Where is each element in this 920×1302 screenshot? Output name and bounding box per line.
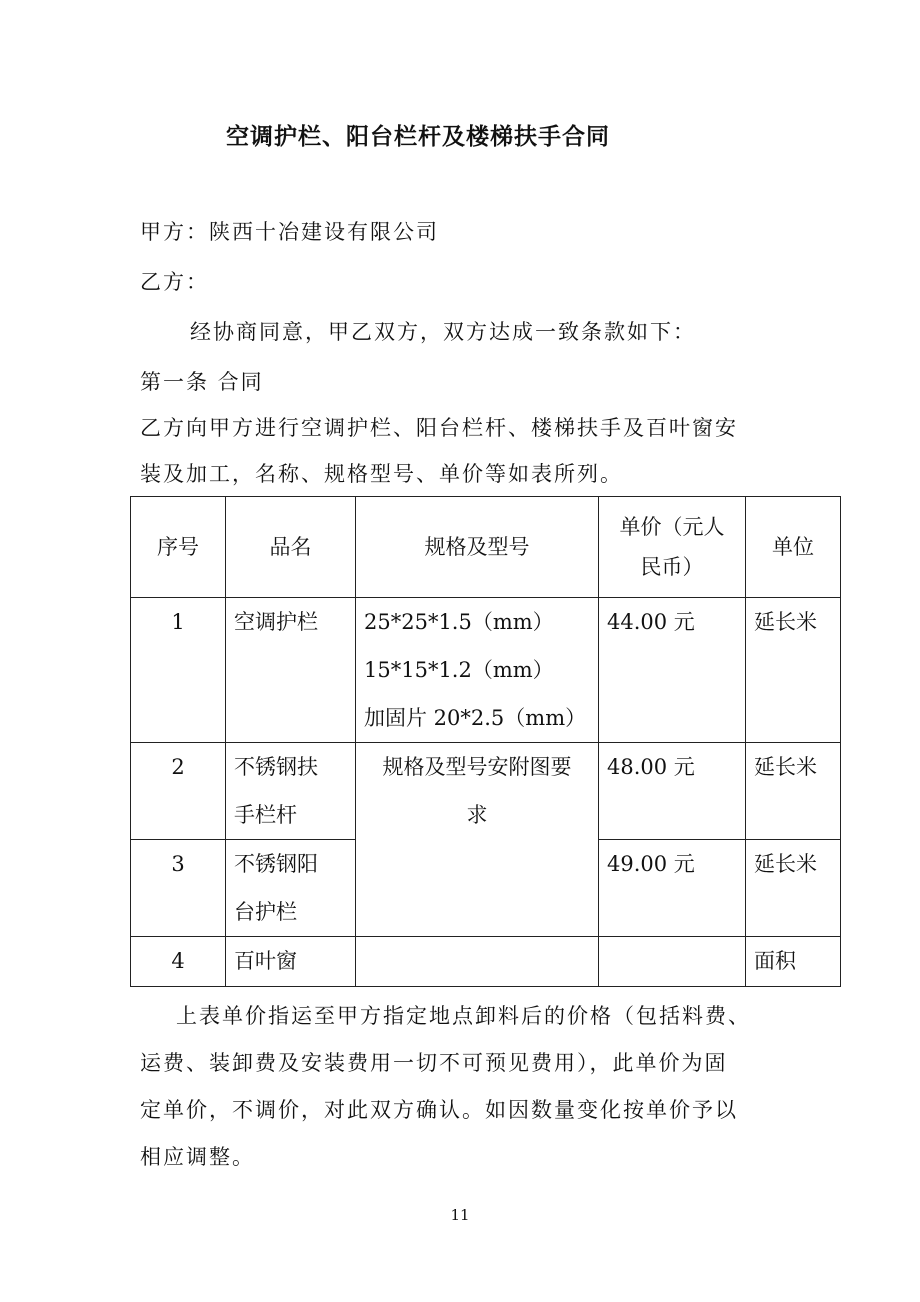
name-line: 台护栏: [234, 900, 297, 924]
cell-name: [226, 840, 356, 937]
spec-line: 15*15*1.2（mm）: [364, 658, 554, 682]
cell-seq: 1: [131, 598, 226, 743]
name-line: 不锈钢扶: [234, 755, 318, 779]
header-spec: 规格及型号: [356, 497, 599, 598]
header-name: 品名: [226, 497, 356, 598]
article-body-line: 乙方向甲方进行空调护栏、阳台栏杆、楼梯扶手及百叶窗安: [140, 416, 738, 440]
cell-price: 44.00 元: [599, 598, 746, 743]
cell-spec: [356, 598, 599, 743]
header-seq: 序号: [131, 497, 226, 598]
header-price: [599, 497, 746, 598]
article-body-line: 装及加工，名称、规格型号、单价等如表所列。: [140, 462, 623, 486]
party-a: 甲方：陕西十冶建设有限公司: [140, 220, 439, 244]
name-line: 不锈钢阳: [234, 852, 318, 876]
table-row: [131, 743, 841, 840]
cell-spec: [356, 743, 599, 937]
cell-price: 48.00 元: [599, 743, 746, 840]
cell-unit: 延长米: [746, 743, 841, 840]
spec-line: 规格及型号安附图要: [382, 755, 572, 779]
note-line: 相应调整。: [140, 1145, 255, 1169]
cell-name: [226, 743, 356, 840]
cell-unit: 延长米: [746, 598, 841, 743]
price-table: [130, 496, 841, 987]
party-b: 乙方：: [140, 270, 209, 294]
note-line: 上表单价指运至甲方指定地点卸料后的价格（包括料费、: [176, 1004, 751, 1028]
header-unit: 单位: [746, 497, 841, 598]
table-header-row: [131, 497, 841, 598]
page-number: 11: [450, 1206, 470, 1224]
table-row: [131, 937, 841, 987]
note-line: 定单价，不调价，对此双方确认。如因数量变化按单价予以: [140, 1098, 738, 1122]
spec-line: 加固片 20*2.5（mm）: [364, 706, 587, 730]
cell-seq: 4: [131, 937, 226, 987]
note-line: 运费、装卸费及安装费用一切不可预见费用），此单价为固: [140, 1051, 728, 1075]
intro-paragraph: 经协商同意，甲乙双方，双方达成一致条款如下：: [190, 320, 696, 344]
cell-price: [599, 937, 746, 987]
cell-seq: 2: [131, 743, 226, 840]
header-price-line: 民币）: [640, 555, 704, 579]
name-line: 手栏杆: [234, 803, 297, 827]
cell-unit: 延长米: [746, 840, 841, 937]
cell-spec: [356, 937, 599, 987]
cell-unit: 面积: [746, 937, 841, 987]
spec-line: 25*25*1.5（mm）: [364, 610, 554, 634]
cell-name: 百叶窗: [226, 937, 356, 987]
article-heading: 第一条 合同: [140, 370, 264, 394]
cell-seq: 3: [131, 840, 226, 937]
header-price-line: 单价（元人: [619, 515, 725, 539]
cell-price: 49.00 元: [599, 840, 746, 937]
table-row: [131, 598, 841, 743]
cell-name: 空调护栏: [226, 598, 356, 743]
document-title: 空调护栏、阳台栏杆及楼梯扶手合同: [226, 124, 610, 150]
spec-line: 求: [466, 803, 488, 827]
